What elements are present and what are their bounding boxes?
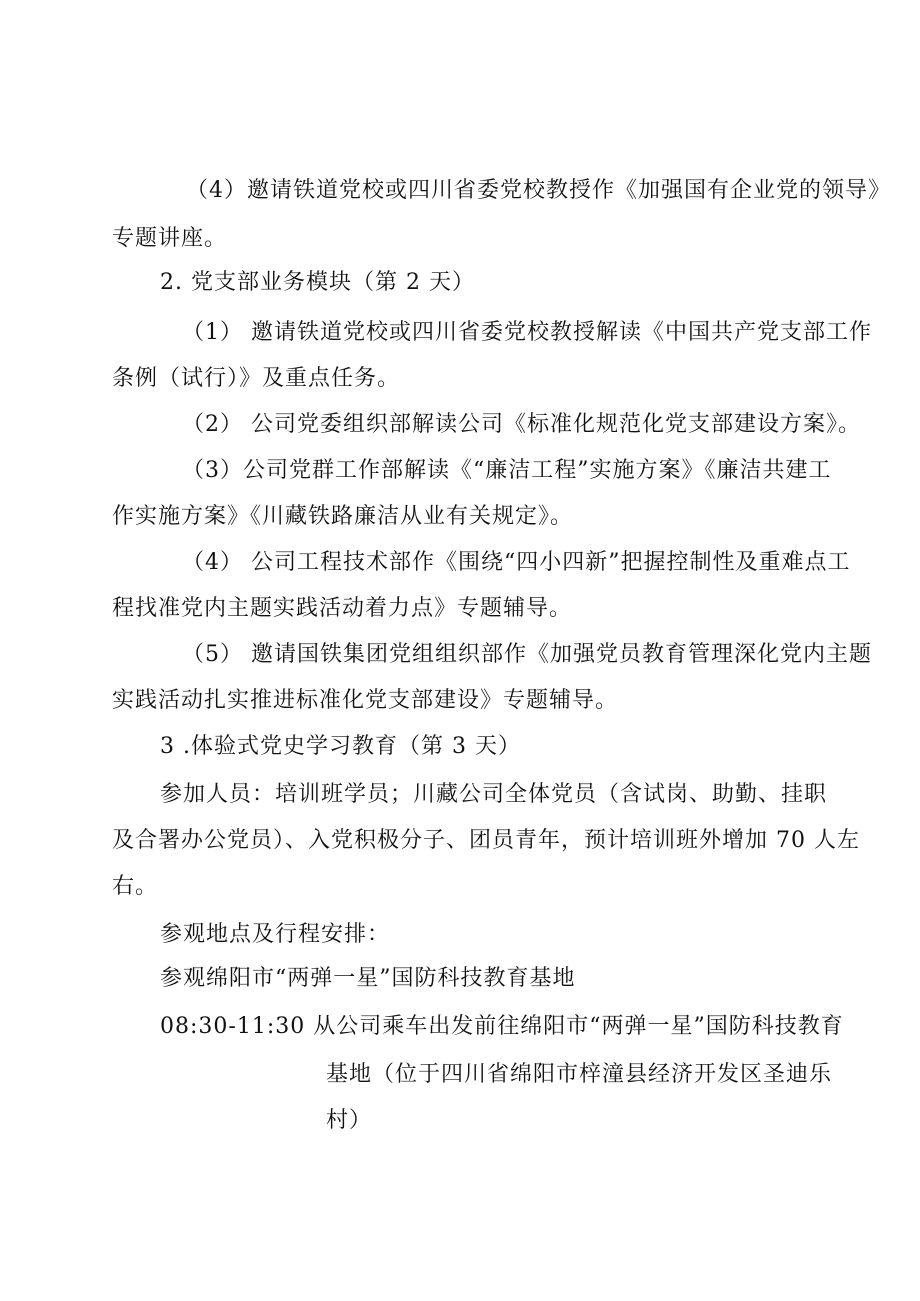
item-4-line-2: 专题讲座。 (112, 226, 228, 251)
itinerary-line-1: 08:30-11:30 从公司乘车出发前往绵阳市“两弹一星”国防科技教育 (160, 1014, 844, 1039)
itinerary-line-3: 村） (326, 1108, 373, 1133)
itinerary-line-2: 基地（位于四川省绵阳市梓潼县经济开发区圣迪乐 (326, 1062, 833, 1087)
item-4-line-1: （4）邀请铁道党校或四川省委党校教授作《加强国有企业党的领导》 (186, 178, 891, 203)
visit-location: 参观绵阳市“两弹一星”国防科技教育基地 (160, 966, 576, 991)
schedule-heading: 参观地点及行程安排： (160, 922, 391, 947)
item-2-4-line-2: 程找准党内主题实践活动着力点》专题辅导。 (112, 596, 573, 621)
participants-line-1: 参加人员：培训班学员；川藏公司全体党员（含试岗、助勤、挂职 (160, 782, 828, 807)
item-2-3-line-1: （3）公司党群工作部解读《“廉洁工程”实施方案》《廉洁共建工 (182, 458, 832, 483)
item-2-5-line-2: 实践活动扎实推进标准化党支部建设》专题辅导。 (112, 688, 619, 713)
participants-line-3: 右。 (112, 874, 159, 899)
section-2-heading: 2. 党支部业务模块（第 2 天） (160, 270, 475, 295)
item-2-1-line-2: 条例（试行）》及重点任务。 (112, 366, 401, 391)
item-2-5-line-1: （5） 邀请国铁集团党组组织部作《加强党员教育管理深化党内主题 (182, 642, 872, 667)
section-3-heading: 3 .体验式党史学习教育（第 3 天） (160, 734, 521, 759)
item-2-1-line-1: （1） 邀请铁道党校或四川省委党校教授解读《中国共产党支部工作 (182, 320, 872, 345)
item-2-4-line-1: （4） 公司工程技术部作《围绕“四小四新”把握控制性及重难点工 (182, 550, 851, 575)
participants-line-2: 及合署办公党员）、入党积极分子、团员青年，预计培训班外增加 70 人左 (112, 828, 860, 853)
item-2-3-line-2: 作实施方案》《川藏铁路廉洁从业有关规定》。 (112, 504, 574, 529)
item-2-2-line-1: （2） 公司党委组织部解读公司《标准化规范化党支部建设方案》。 (182, 412, 861, 437)
